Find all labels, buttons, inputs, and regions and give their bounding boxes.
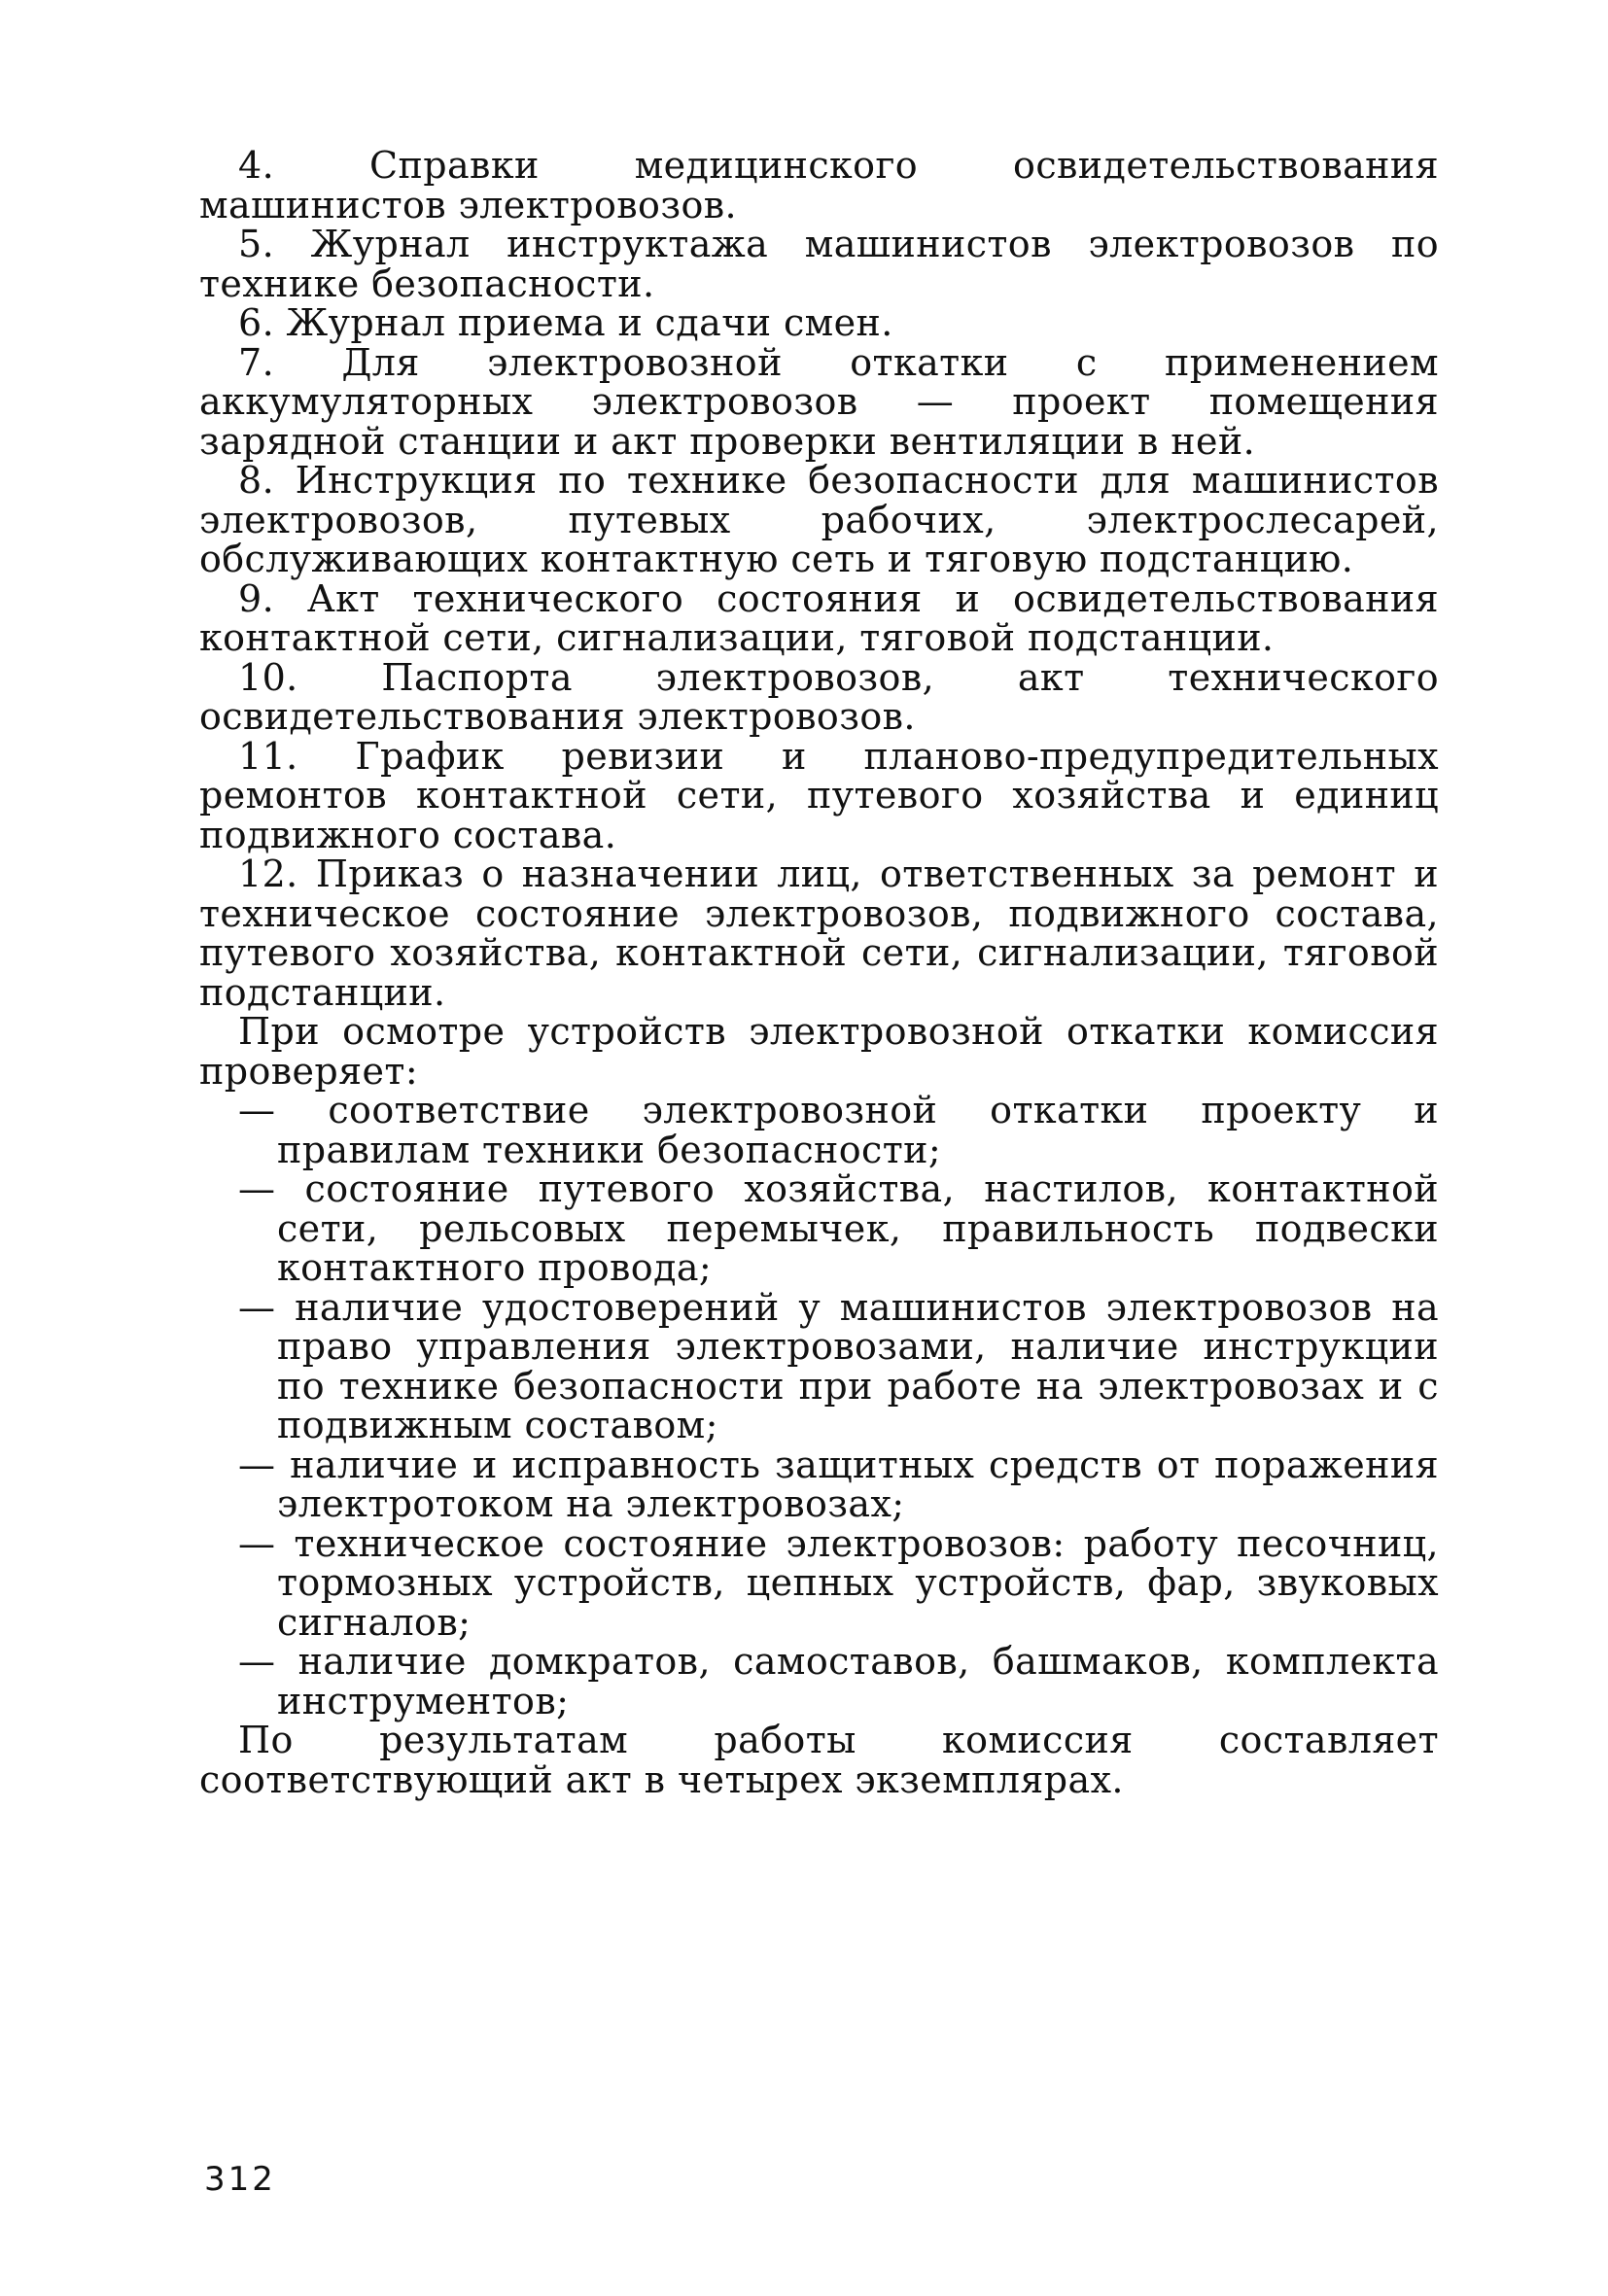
numbered-item-4: 4. Справки медицинского освидетельствования машинистов электровозов. <box>199 144 1439 226</box>
conclusion: По результатам работы комиссия составляет соответствующий акт в четырех экземплярах. <box>199 1719 1439 1801</box>
numbered-item-6: 6. Журнал приема и сдачи смен. <box>238 301 893 344</box>
numbered-item-12: 12. Приказ о назначении лиц, ответственных за ремонт и техническое состояние электровозов, подвижного состава, путевого хозяйства, контактной сети, сигнализации, тяговой подстанции. <box>199 852 1439 1014</box>
checklist-item: — наличие домкратов, самоставов, башмаков, комплекта инструментов; <box>238 1640 1439 1722</box>
numbered-item-11: 11. График ревизии и планово-предупредительных ремонтов контактной сети, путевого хозяйства и единиц подвижного состава. <box>199 734 1439 856</box>
numbered-item-8: 8. Инструкция по технике безопасности для машинистов электровозов, путевых рабочих, электрослесарей, обслуживающих контактную сеть и тяговую подстанцию. <box>199 459 1439 580</box>
numbered-item-9: 9. Акт технического состояния и освидетельствования контактной сети, сигнализации, тяговой подстанции. <box>199 576 1439 659</box>
page-number: 312 <box>204 2160 276 2199</box>
checklist-item: — наличие и исправность защитных средств от поражения электротоком на электровозах; <box>238 1443 1439 1525</box>
body-text <box>199 146 1439 1799</box>
checklist-item: — техническое состояние электровозов: работу песочниц, тормозных устройств, цепных устройств, фар, звуковых сигналов; <box>238 1521 1439 1644</box>
numbered-item-10: 10. Паспорта электровозов, акт технического освидетельствования электровозов. <box>199 655 1439 738</box>
numbered-item-5: 5. Журнал инструктажа машинистов электровозов по технике безопасности. <box>199 223 1439 305</box>
inspection-intro: При осмотре устройств электровозной откатки комиссия проверяет: <box>199 1010 1439 1093</box>
checklist-item: — состояние путевого хозяйства, настилов, контактной сети, рельсовых перемычек, правильность подвески контактного провода; <box>238 1167 1439 1289</box>
numbered-item-7: 7. Для электровозной откатки с применением аккумуляторных электровозов — проект помещения зарядной станции и акт проверки вентиляции в ней. <box>199 340 1439 463</box>
checklist-item: — наличие удостоверений у машинистов электровозов на право управления электровозами, наличие инструкции по технике безопасности при работе на электровозах и с подвижным составом; <box>238 1285 1439 1446</box>
checklist-item: — соответствие электровозной откатки проекту и правилам техники безопасности; <box>238 1089 1439 1171</box>
